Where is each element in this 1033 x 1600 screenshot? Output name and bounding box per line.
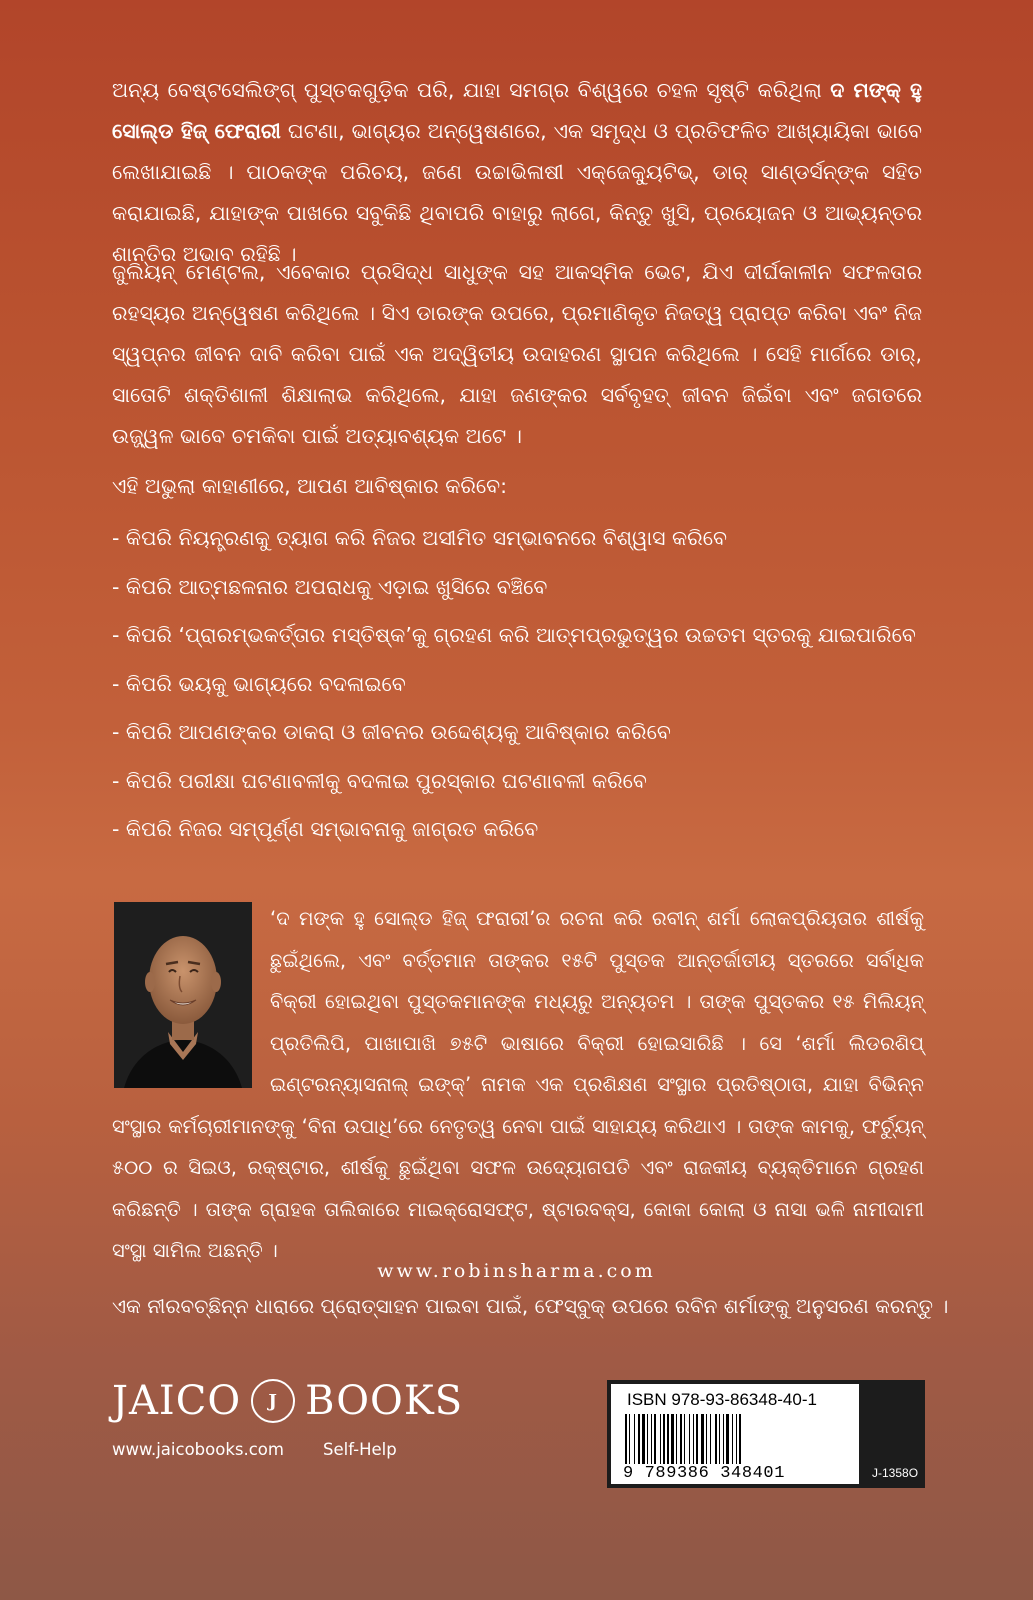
follow-line: ଏକ ନୀରବଚ୍ଛିନ୍ନ ଧାରାରେ ପ୍ରୋତ୍ସାହନ ପାଇବା ପାଇଁ, ଫେସ୍‌ବୁକ୍ ଉପରେ ରବିନ ଶର୍ମାଙ୍କୁ ଅନୁସରଣ କରନ୍ତୁ । xyxy=(112,1294,949,1318)
description-paragraph-2: ଜୁଲିୟନ୍ ମେଣ୍ଟଲ, ଏବେକାର ପ୍ରସିଦ୍ଧ ସାଧୁଙ୍କ ସହ ଆକସ୍ମିକ ଭେଟ, ଯିଏ ଦୀର୍ଘକାଳୀନ ସଫଳତାର ରହସ୍ୟର ଅନ୍ୱେଷଣ କରିଥିଲେ । ସିଏ ଡାରଙ୍କ ଉପରେ, ପ୍ରମାଣିକୃତ ନିଜତ୍ୱ ପ୍ରାପ୍ତ କରିବା ଏବଂ ନିଜ ସ୍ୱପ୍ନର ଜୀବନ ଦାବି କରିବା ପାଇଁ ଏକ ଅଦ୍ୱିତୀୟ ଉଦାହରଣ ସ୍ଥାପନ କରିଥିଲେ । ସେହି ମାର୍ଗରେ ଡାର୍, ସାତୋଟି ଶକ୍ତିଶାଳୀ ଶିକ୍ଷାଲାଭ କରିଥିଲେ, ଯାହା ଜଣଙ୍କର ସର୍ବବୃହତ୍ ଜୀବନ ଜିଇଁବା ଏବଂ ଜଗତରେ ଉଜ୍ଜ୍ୱଳ ଭାବେ ଚମକିବା ପାଇଁ ଅତ୍ୟାବଶ୍ୟକ ଅଟେ । xyxy=(112,260,922,448)
author-bio xyxy=(112,898,924,1272)
barcode-box xyxy=(607,1380,925,1488)
book-category: Self-Help xyxy=(323,1440,397,1459)
discover-intro: ଏହି ଅଭୁଲା କାହାଣୀରେ, ଆପଣ ଆବିଷ୍କାର କରିବେ: xyxy=(112,474,508,498)
description-paragraph-1 xyxy=(112,70,922,275)
description-p1-end: ଘଟଣା, ଭାଗ୍ୟର ଅନ୍ୱେଷଣରେ, ଏକ ସମୃଦ୍ଧ ଓ ପ୍ରତିଫଳିତ ଆଖ୍ୟାୟିକା ଭାବେ ଲେଖାଯାଇଛି । ପାଠକଙ୍କ ପରିଚୟ, ଜଣେ ଉଚ୍ଚାଭିଳାଷୀ ଏକ୍ଜେକ୍ୟୁଟିଭ୍, ଡାର୍ ସାଣ୍ଡର୍ସନ୍‌ଙ୍କ ସହିତ କରାଯାଇଛି, ଯାହାଙ୍କ ପାଖରେ ସବୁକିଛି ଥିବାପରି ବାହାରୁ ଲାଗେ, କିନ୍ତୁ ଖୁସି, ପ୍ରୟୋଜନ ଓ ଆଭ୍ୟନ୍ତର ଶାନ୍ତିର ଅଭାବ ରହିଛି । xyxy=(112,119,922,266)
author-website[interactable]: www.robinsharma.com xyxy=(377,1260,656,1282)
discover-list-item: - କିପରି ଆତ୍ମଛଳନାର ଅପରାଧକୁ ଏଡ଼ାଇ ଖୁସିରେ ବଞ୍ଚିବେ xyxy=(112,574,548,599)
author-bio-text: ‘ଦ ମଙ୍କ ହୁ ସୋଲ୍ଡ ହିଜ୍ ଫରାରୀ’ର ରଚନା କରି ରବୀନ୍ ଶର୍ମା ଲୋକପ୍ରିୟତାର ଶୀର୍ଷକୁ ଛୁଇଁଥିଲେ, ଏବଂ ବର୍ତ୍ତମାନ ତାଙ୍କର ୧୫ଟି ପୁସ୍ତକ ଆନ୍ତର୍ଜାତୀୟ ସ୍ତରରେ ସର୍ବାଧିକ ବିକ୍ରୀ ହୋଇଥିବା ପୁସ୍ତକମାନଙ୍କ ମଧ୍ୟରୁ ଅନ୍ୟତମ । ତାଙ୍କ ପୁସ୍ତକର ୧୫ ମିଲିୟନ୍ ପ୍ରତିଲିପି, ପାଖାପାଖି ୭୫ଟି ଭାଷାରେ ବିକ୍ରୀ ହୋଇସାରିଛି । ସେ ‘ଶର୍ମା ଲିଡରଶିପ୍ ଇଣ୍ଟରନ୍ୟାସନାଲ୍ ଇଙ୍କ୍’ ନାମକ ଏକ ପ୍ରଶିକ୍ଷଣ ସଂସ୍ଥାର ପ୍ରତିଷ୍ଠାତା, ଯାହା ବିଭିନ୍ନ ସଂସ୍ଥାର କର୍ମଚାରୀମାନଙ୍କୁ ‘ବିନା ଉପାଧି’ରେ ନେତୃତ୍ୱ ନେବା ପାଇଁ ସାହାଯ୍ୟ କରିଥାଏ । ତାଙ୍କ କାମକୁ, ଫର୍ଚ୍ୟୁନ୍ ୫୦୦ ର ସିଇଓ, ରକ୍‌ଷ୍ଟାର, ଶୀର୍ଷକୁ ଛୁଇଁଥିବା ସଫଳ ଉଦ୍ୟୋଗପତି ଏବଂ ରାଜକୀୟ ବ୍ୟକ୍ତିମାନେ ଗ୍ରହଣ କରିଛନ୍ତି । ତାଙ୍କ ଗ୍ରାହକ ତାଲିକାରେ ମାଇକ୍ରୋସଫ୍ଟ, ଷ୍ଟାରବକ୍ସ, କୋକା କୋଲା ଓ ନାସା ଭଳି ନାମୀଦାମୀ ସଂସ୍ଥା ସାମିଲ ଅଛନ୍ତି । xyxy=(112,907,924,1262)
publisher-emblem-icon: J xyxy=(251,1379,295,1423)
product-code: J-1358O xyxy=(872,1466,919,1480)
discover-list-item: - କିପରି ନିୟନ୍ତ୍ରଣକୁ ତ୍ୟାଗ କରି ନିଜର ଅସୀମିତ ସମ୍ଭାବନରେ ବିଶ୍ୱାସ କରିବେ xyxy=(112,526,727,550)
barcode-digits: 9 789386 348401 xyxy=(623,1464,786,1483)
publisher-name-left: JAICO xyxy=(112,1378,242,1424)
discover-list xyxy=(112,514,922,854)
discover-list-item: - କିପରି ନିଜର ସମ୍ପୂର୍ଣ୍ଣ ସମ୍ଭାବନାକୁ ଜାଗ୍ରତ କରିବେ xyxy=(112,817,539,841)
publisher-url[interactable]: www.jaicobooks.com xyxy=(112,1440,284,1459)
discover-list-item: - କିପରି ‘ପ୍ରାରମ୍ଭକର୍ତ୍ତାର ମସ୍ତିଷ୍କ’କୁ ଗ୍ରହଣ କରି ଆତ୍ମପ୍ରଭୁତ୍ୱର ଉଚ୍ଚତମ ସ୍ତରକୁ ଯାଇପାରିବେ xyxy=(112,623,916,647)
barcode-label xyxy=(611,1384,859,1484)
discover-list-item: - କିପରି ଭୟକୁ ଭାଗ୍ୟରେ ବଦଳାଇବେ xyxy=(112,671,406,696)
barcode-icon xyxy=(625,1414,845,1464)
discover-list-item: - କିପରି ଆପଣଙ୍କର ଡାକରା ଓ ଜୀବନର ଉଦ୍ଦେଶ୍ୟକୁ ଆବିଷ୍କାର କରିବେ xyxy=(112,720,671,744)
discover-list-item: - କିପରି ପରୀକ୍ଷା ଘଟଣାବଳୀକୁ ବଦଳାଇ ପୁରସ୍କାର ଘଟଣାବଳୀ କରିବେ xyxy=(112,768,647,793)
isbn-text: ISBN 978-93-86348-40-1 xyxy=(627,1390,817,1409)
publisher-name-right: BOOKS xyxy=(305,1378,464,1424)
book-title-inline: ଦ ମଙ୍କ୍ ହୁ ସୋଲ୍ଡ ହିଜ୍ ଫେରାରୀ xyxy=(112,78,922,143)
description-p1-start: ଅନ୍ୟ ବେଷ୍ଟସେଲିଙ୍ଗ୍ ପୁସ୍ତକଗୁଡ଼ିକ ପରି, ଯାହା ସମଗ୍ର ବିଶ୍ୱରେ ଚହଳ ସୃଷ୍ଟି କରିଥିଲା xyxy=(112,78,831,102)
publisher-logo xyxy=(112,1378,463,1424)
